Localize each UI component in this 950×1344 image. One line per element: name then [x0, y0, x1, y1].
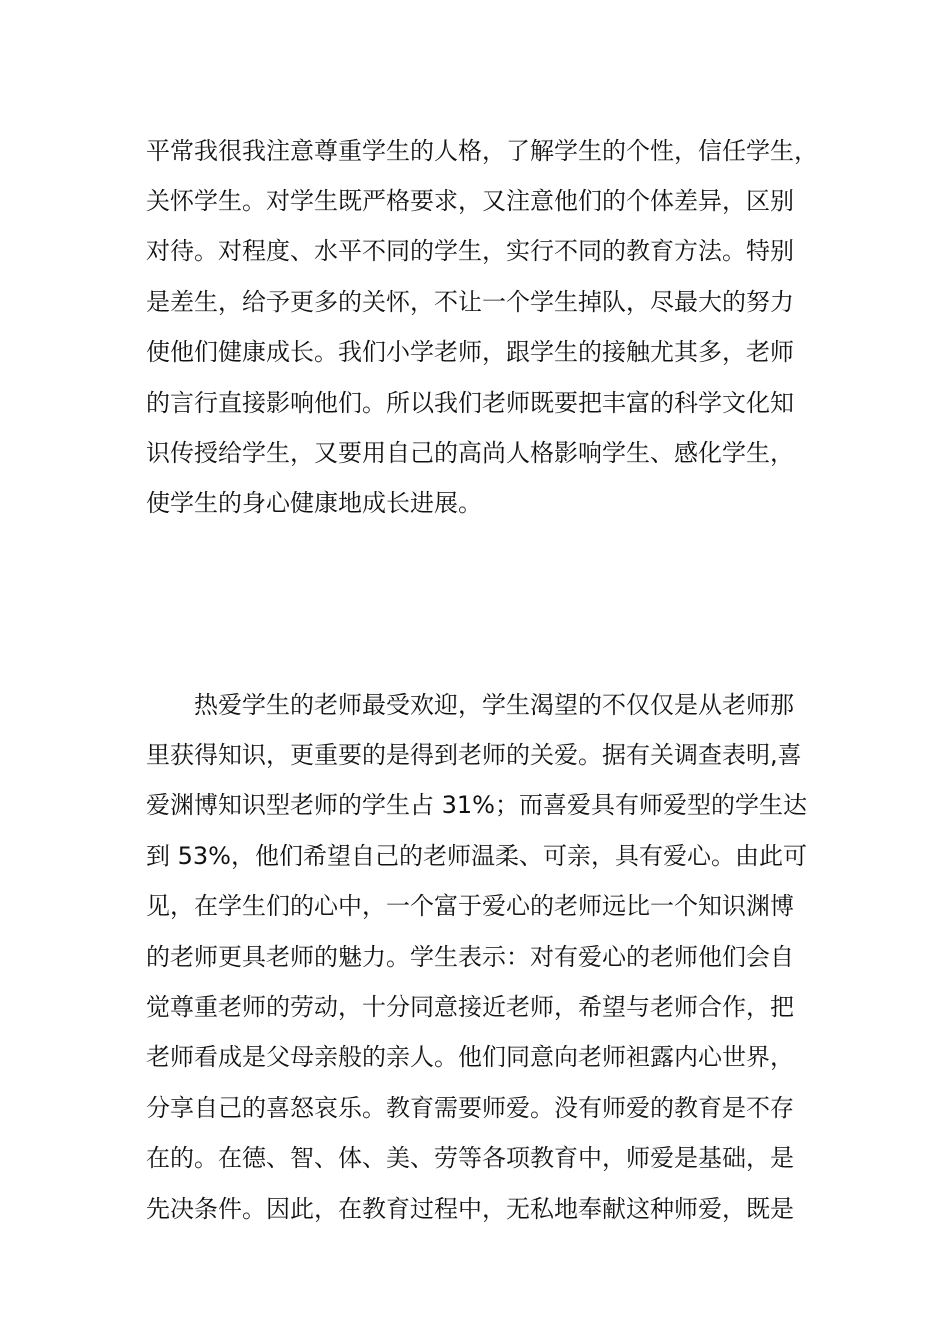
paragraph-line: 识传授给学生，又要用自己的高尚人格影响学生、感化学生， — [146, 439, 794, 467]
paragraph-line: 见，在学生们的心中，一个富于爱心的老师远比一个知识渊博 — [146, 892, 794, 920]
paragraph-line: 爱渊博知识型老师的学生占 31%；而喜爱具有师爱型的学生达 — [146, 791, 807, 819]
paragraph-line: 觉尊重老师的劳动，十分同意接近老师，希望与老师合作，把 — [146, 993, 794, 1021]
paragraph-line: 使他们健康成长。我们小学老师，跟学生的接触尤其多，老师 — [146, 338, 794, 366]
paragraph-line: 是差生，给予更多的关怀，不让一个学生掉队，尽最大的努力 — [146, 288, 794, 316]
paragraph-line: 在的。在德、智、体、美、劳等各项教育中，师爱是基础，是 — [146, 1144, 794, 1172]
paragraph-line: 平常我很我注意尊重学生的人格，了解学生的个性，信任学生， — [146, 137, 818, 165]
paragraph-line: 的言行直接影响他们。所以我们老师既要把丰富的科学文化知 — [146, 389, 794, 417]
paragraph-line: 热爱学生的老师最受欢迎，学生渴望的不仅仅是从老师那 — [194, 691, 794, 719]
paragraph-line: 到 53%，他们希望自己的老师温柔、可亲，具有爱心。由此可 — [146, 842, 807, 870]
paragraph-line: 里获得知识，更重要的是得到老师的关爱。据有关调查表明,喜 — [146, 741, 802, 769]
paragraph-line: 老师看成是父母亲般的亲人。他们同意向老师袒露内心世界， — [146, 1043, 794, 1071]
paragraph-line: 先决条件。因此，在教育过程中，无私地奉献这种师爱，既是 — [146, 1195, 794, 1223]
paragraph-line: 的老师更具老师的魅力。学生表示：对有爱心的老师他们会自 — [146, 943, 794, 971]
paragraph-line: 对待。对程度、水平不同的学生，实行不同的教育方法。特别 — [146, 237, 794, 265]
paragraph-line: 分享自己的喜怒哀乐。教育需要师爱。没有师爱的教育是不存 — [146, 1094, 794, 1122]
paragraph-line: 关怀学生。对学生既严格要求，又注意他们的个体差异，区别 — [146, 187, 794, 215]
paragraph-line: 使学生的身心健康地成长进展。 — [146, 489, 482, 517]
